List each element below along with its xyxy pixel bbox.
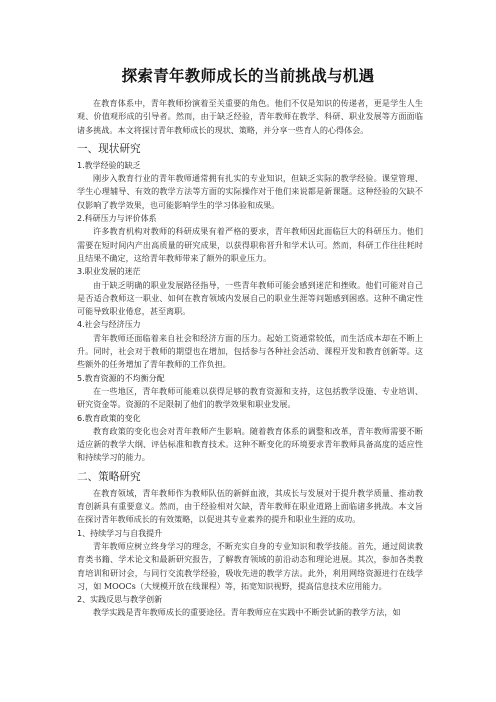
paragraph: 教学实践是青年教师成长的重要途径。青年教师应在实践中不断尝试新的教学方法，如 [93, 607, 401, 618]
subheading: 3.职业发展的迷茫 [77, 267, 141, 277]
subheading: 1.教学经验的缺乏 [77, 160, 141, 170]
paragraph: 由于缺乏明确的职业发展路径指导，一些青年教师可能会感到迷茫和挫败。他们可能对自己是否适合教师这一职业、如何在教育领域内发展自己的职业生涯等问题感到困惑。这种不确定性可能导致职业倦怠，甚至离职。 [77, 279, 423, 317]
subheading: 2.科研压力与评价体系 [77, 214, 157, 224]
paragraph: 青年教师还面临着来自社会和经济方面的压力。起始工资通常较低，而生活成本却在不断上升。同时，社会对于教师的期望也在增加，包括参与各种社会活动、课程开发和教育创新等。这些额外的任务增加了青年教师的工作负担。 [77, 332, 423, 370]
intro-paragraph: 在教育体系中，青年教师扮演着至关重要的角色。他们不仅是知识的传递者，更是学生人生观、价值观形成的引导者。然而，由于缺乏经验，青年教师在教学、科研、职业发展等方面面临诸多挑战。本文将探讨青年教师成长的现状、策略，并分享一些育人的心得体会。 [77, 98, 423, 135]
section-heading-strategy: 二、策略研究 [77, 470, 141, 483]
document-body [77, 97, 423, 620]
subheading: 6.教育政策的变化 [77, 413, 141, 423]
subheading: 4.社会与经济压力 [77, 320, 141, 330]
subheading: 1、持续学习与自我提升 [77, 528, 163, 538]
subheading: 5.教育资源的不均衡分配 [77, 373, 165, 383]
section-heading-status: 一、现状研究 [77, 142, 141, 155]
paragraph: 在一些地区，青年教师可能难以获得足够的教育资源和支持，这包括教学设施、专业培训、研究资金等。资源的不足限制了他们的教学效果和职业发展。 [77, 385, 423, 410]
paragraph: 教育政策的变化也会对青年教师产生影响。随着教育体系的调整和改革，青年教师需要不断适应新的教学大纲、评估标准和教育技术。这种不断变化的环境要求青年教师具备高度的适应性和持续学习的能力。 [77, 425, 423, 463]
paragraph: 许多教育机构对教师的科研成果有着严格的要求，青年教师因此面临巨大的科研压力。他们需要在短时间内产出高质量的研究成果，以获得职称晋升和学术认可。然而，科研工作往往耗时且结果不确定，这给青年教师带来了额外的职业压力。 [77, 226, 423, 263]
paragraph: 青年教师应树立终身学习的理念，不断充实自身的专业知识和教学技能。首先，通过阅读教育类书籍、学术论文和最新研究报告，了解教育领域的前沿动态和理论进展。其次，参加各类教育培训和研讨会，与同行交流教学经验，吸收先进的教学方法。此外，利用网络资源进行在线学习，如 MOOCs（大规模开放在线课程）等，拓宽知识视野，提高信息技术应用能力。 [77, 540, 423, 591]
document-title: 探索青年教师成长的当前挑战与机遇 [121, 67, 375, 85]
paragraph: 在教育领域，青年教师作为教师队伍的新鲜血液，其成长与发展对于提升教学质量、推动教育创新具有重要意义。然而，由于经验相对欠缺，青年教师在职业道路上面临诸多挑战。本文旨在探讨青年教师成长的有效策略，以促进其专业素养的提升和职业生涯的成功。 [77, 487, 423, 525]
paragraph: 刚步入教育行业的青年教师通常拥有扎实的专业知识，但缺乏实际的教学经验。课堂管理、学生心理辅导、有效的教学方法等方面的实际操作对于他们来说都是新课题。这种经验的欠缺不仅影响了教学效果，也可能影响学生的学习体验和成果。 [77, 173, 423, 210]
subheading: 2、实践反思与教学创新 [77, 595, 163, 605]
